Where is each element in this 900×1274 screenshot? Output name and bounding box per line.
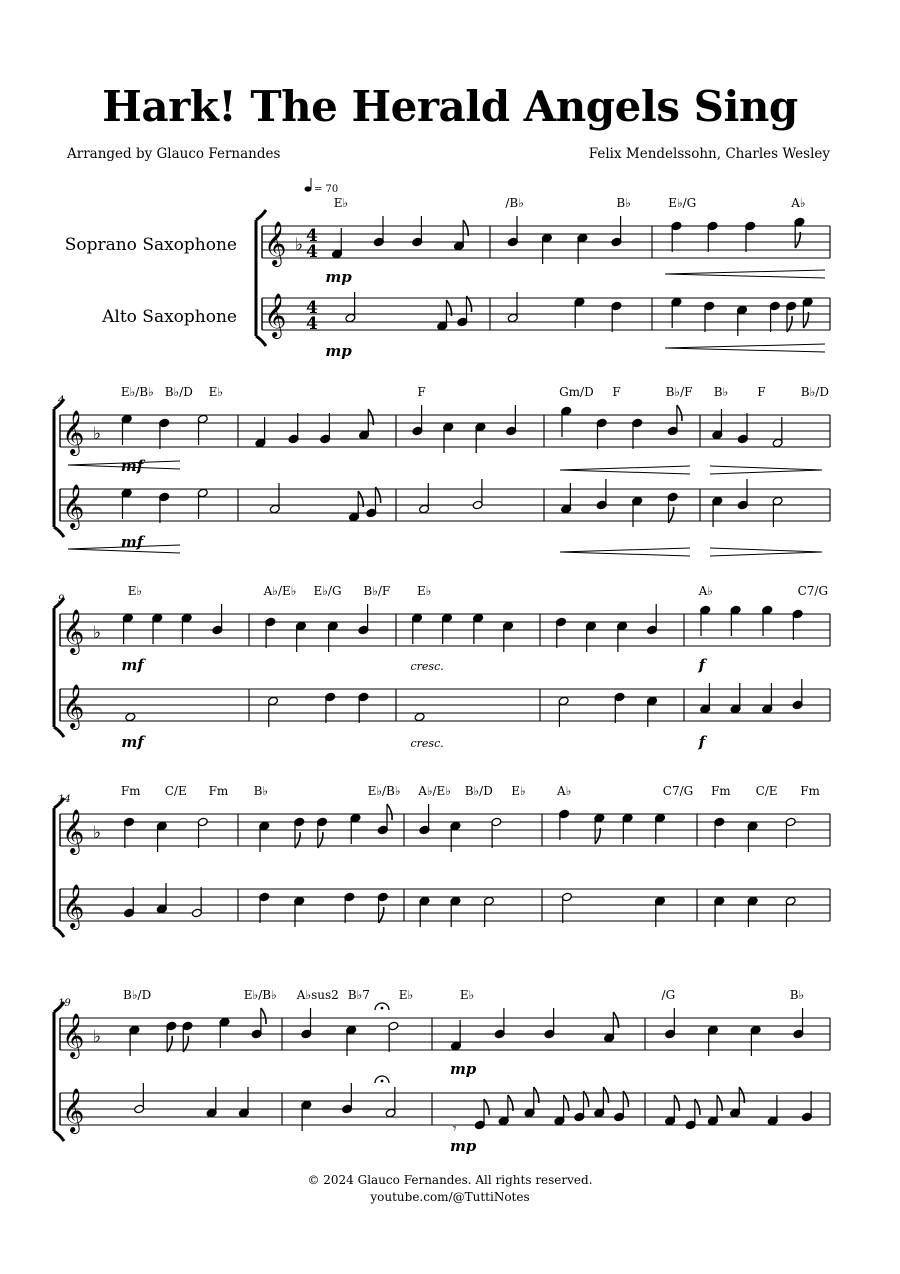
time-sig-top: 4 bbox=[306, 298, 318, 318]
fermata-dot bbox=[381, 1080, 384, 1083]
treble-clef: 𝄞 bbox=[62, 410, 85, 454]
chord-symbol: A♭ bbox=[698, 584, 713, 598]
chord-symbol: A♭/E♭ bbox=[418, 784, 451, 798]
hairpin bbox=[665, 344, 825, 352]
tempo-note-icon bbox=[305, 186, 312, 191]
dynamic-marking: cresc. bbox=[410, 660, 444, 673]
dynamic-marking: f bbox=[698, 733, 706, 751]
dynamic-marking: mf bbox=[120, 533, 144, 551]
chord-symbol: B♭7 bbox=[347, 988, 370, 1002]
time-sig-bottom: 4 bbox=[306, 314, 318, 334]
treble-clef: 𝄞 bbox=[62, 1013, 85, 1057]
dynamic-marking: mf bbox=[121, 733, 144, 751]
chord-symbol: Gm/D bbox=[559, 385, 594, 399]
chord-symbol: E♭/B♭ bbox=[120, 385, 154, 399]
chord-symbol: C/E bbox=[755, 784, 778, 798]
score-title: Hark! The Herald Angels Sing bbox=[102, 82, 798, 131]
chord-symbol: E♭/G bbox=[313, 584, 342, 598]
chord-symbol: A♭sus2 bbox=[296, 988, 339, 1002]
chord-symbol: Fm bbox=[800, 784, 820, 798]
chord-symbol: E♭ bbox=[127, 584, 143, 598]
website-link[interactable]: youtube.com/@TuttiNotes bbox=[370, 1190, 530, 1204]
chord-symbol: E♭ bbox=[208, 385, 224, 399]
chord-symbol: B♭ bbox=[253, 784, 269, 798]
chord-symbol: A♭ bbox=[791, 196, 806, 210]
measure-number: 9 bbox=[58, 594, 65, 605]
chord-symbol: /B♭ bbox=[505, 196, 524, 210]
instrument-name: Alto Saxophone bbox=[102, 307, 237, 327]
chord-symbol: C7/G bbox=[662, 784, 694, 798]
note-flag bbox=[387, 804, 392, 820]
chord-symbol: F bbox=[612, 385, 621, 399]
chord-symbol: E♭ bbox=[417, 584, 432, 598]
hairpin bbox=[665, 270, 825, 278]
chord-symbol: /G bbox=[661, 988, 676, 1002]
note-flag bbox=[261, 1008, 266, 1024]
chord-symbol: E♭ bbox=[398, 988, 414, 1002]
chord-symbol: A♭ bbox=[557, 784, 572, 798]
chord-symbol: B♭ bbox=[713, 385, 729, 399]
dynamic-marking: mp bbox=[449, 1060, 477, 1078]
chord-symbol: C7/G bbox=[797, 584, 829, 598]
measure-number: 19 bbox=[58, 998, 71, 1009]
treble-clef: 𝄞 bbox=[62, 884, 85, 928]
chord-symbol: B♭ bbox=[789, 988, 805, 1002]
dynamic-marking: mp bbox=[325, 342, 352, 360]
treble-clef: 𝄞 bbox=[62, 609, 85, 653]
chord-symbol: B♭/F bbox=[665, 385, 693, 399]
chord-symbol: E♭ bbox=[333, 196, 349, 210]
chord-symbol: F bbox=[757, 385, 766, 399]
chord-symbol: E♭/B♭ bbox=[243, 988, 277, 1002]
measure-number: 14 bbox=[58, 794, 71, 805]
note-flag bbox=[677, 405, 682, 421]
treble-clef: 𝄞 bbox=[62, 1088, 85, 1132]
dynamic-marking: mf bbox=[120, 457, 144, 475]
chord-symbol: B♭/D bbox=[164, 385, 193, 399]
chord-symbol: B♭/D bbox=[800, 385, 829, 399]
dynamic-marking: mp bbox=[325, 268, 352, 286]
instrument-name: Soprano Saxophone bbox=[64, 235, 237, 255]
chord-symbol: E♭/B♭ bbox=[367, 784, 401, 798]
chord-symbol: B♭/D bbox=[123, 988, 152, 1002]
measure-number: 4 bbox=[58, 395, 65, 406]
key-flat: ♭ bbox=[93, 1027, 102, 1047]
dynamic-marking: cresc. bbox=[410, 737, 444, 750]
time-sig-bottom: 4 bbox=[306, 242, 318, 262]
hairpin bbox=[710, 548, 822, 556]
chord-symbol: E♭ bbox=[459, 988, 475, 1002]
treble-clef: 𝄞 bbox=[62, 684, 85, 728]
hairpin bbox=[560, 548, 690, 556]
treble-clef: 𝄞 bbox=[264, 293, 287, 337]
note-head bbox=[125, 712, 136, 722]
chord-symbol: B♭ bbox=[616, 196, 631, 210]
chord-symbol: C/E bbox=[164, 784, 187, 798]
arranger-credit: Arranged by Glauco Fernandes bbox=[67, 146, 281, 162]
treble-clef: 𝄞 bbox=[264, 221, 287, 265]
fermata-dot bbox=[381, 1007, 384, 1010]
chord-symbol: Fm bbox=[710, 784, 731, 798]
chord-symbol: E♭/G bbox=[668, 196, 697, 210]
key-flat: ♭ bbox=[93, 424, 102, 444]
rest: 𝄾 bbox=[452, 1121, 457, 1137]
dynamic-marking: mp bbox=[449, 1137, 477, 1155]
chord-symbol: E♭ bbox=[511, 784, 526, 798]
chord-symbol: B♭/D bbox=[464, 784, 493, 798]
note-head bbox=[414, 712, 425, 722]
chord-symbol: F bbox=[417, 385, 426, 399]
key-flat: ♭ bbox=[93, 823, 102, 843]
treble-clef: 𝄞 bbox=[62, 809, 85, 853]
key-flat: ♭ bbox=[93, 623, 102, 643]
copyright-notice: © 2024 Glauco Fernandes. All rights reserved. bbox=[307, 1173, 593, 1187]
tempo-marking: = 70 bbox=[314, 184, 339, 195]
composer-credit: Felix Mendelssohn, Charles Wesley bbox=[588, 146, 830, 162]
chord-symbol: A♭/E♭ bbox=[263, 584, 297, 598]
chord-symbol: B♭/F bbox=[363, 584, 391, 598]
chord-symbol: Fm bbox=[120, 784, 141, 798]
key-flat: ♭ bbox=[295, 235, 304, 255]
hairpin bbox=[710, 466, 822, 474]
treble-clef: 𝄞 bbox=[62, 484, 85, 528]
time-sig-top: 4 bbox=[306, 226, 318, 246]
chord-symbol: Fm bbox=[208, 784, 229, 798]
dynamic-marking: f bbox=[698, 656, 706, 674]
hairpin bbox=[560, 466, 690, 474]
dynamic-marking: mf bbox=[121, 656, 144, 674]
